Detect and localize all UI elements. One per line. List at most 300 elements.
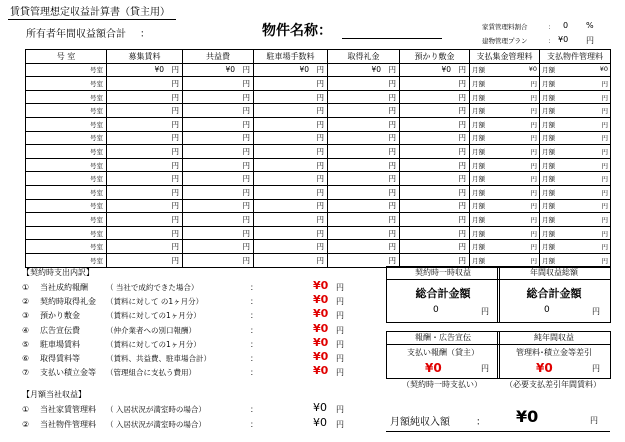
plan-unit: 円 bbox=[586, 36, 594, 45]
table-cell[interactable]: 円 bbox=[400, 253, 470, 267]
table-cell[interactable]: 号室 bbox=[26, 240, 107, 254]
item-note: （賃料に対して の1ヶ月分） bbox=[106, 297, 204, 307]
mgmt-unit: 円 bbox=[592, 364, 600, 373]
monthly-amount: 円 bbox=[601, 107, 608, 116]
table-row bbox=[26, 158, 611, 172]
monthly-label: 月額 bbox=[472, 202, 485, 211]
table-cell[interactable] bbox=[470, 145, 540, 159]
table-cell[interactable]: 号室 bbox=[26, 172, 107, 186]
item-note: （賃料、共益費、駐車場合計） bbox=[106, 354, 211, 363]
reward-box bbox=[386, 331, 500, 379]
property-label: 物件名称： bbox=[262, 23, 332, 39]
table-cell[interactable]: 円 bbox=[183, 131, 254, 145]
table-cell[interactable]: 号室 bbox=[26, 226, 107, 240]
monthly-label: 月額 bbox=[542, 215, 555, 224]
item-label: 当社物件管理料 bbox=[40, 419, 96, 429]
monthly-label: 月額 bbox=[472, 107, 485, 116]
item-label: 駐車場賃料 bbox=[40, 339, 80, 349]
plan-value: ¥0 bbox=[558, 35, 569, 44]
item-number: ② bbox=[22, 419, 30, 429]
item-colon: ： bbox=[250, 339, 258, 349]
item-amount: ¥0 bbox=[313, 335, 329, 349]
item-number: ⑦ bbox=[22, 368, 30, 378]
table-cell[interactable]: 号室 bbox=[26, 90, 107, 104]
table-cell[interactable]: 円 bbox=[254, 145, 328, 159]
item-number: ② bbox=[22, 297, 30, 307]
item-amount: ¥0 bbox=[313, 307, 329, 321]
monthly-amount: 円 bbox=[530, 107, 537, 116]
item-colon: ： bbox=[250, 325, 258, 335]
table-cell[interactable]: 円 bbox=[400, 185, 470, 199]
table-row bbox=[26, 185, 611, 199]
table-cell[interactable]: 円 bbox=[254, 131, 328, 145]
owner-label: 所有者年間収益額合計 bbox=[26, 29, 126, 40]
item-label: 広告宣伝費 bbox=[40, 325, 80, 335]
item-colon: ： bbox=[250, 311, 258, 321]
mgmt-diff-label: 管理料･積立金等差引 bbox=[516, 348, 592, 357]
monthly-amount: 円 bbox=[530, 243, 537, 252]
col-header: 支払集金管理料 bbox=[470, 50, 540, 64]
line-item bbox=[22, 339, 201, 350]
line-item bbox=[22, 367, 196, 378]
table-cell[interactable]: 円 bbox=[183, 90, 254, 104]
table-cell[interactable]: ¥0 円 bbox=[107, 63, 183, 77]
line-item bbox=[22, 325, 196, 336]
total-a-value: 0 bbox=[433, 305, 439, 315]
table-cell[interactable]: 号室 bbox=[26, 199, 107, 213]
table-cell[interactable]: 円 bbox=[107, 158, 183, 172]
table-row bbox=[26, 226, 611, 240]
table-cell[interactable] bbox=[470, 213, 540, 227]
item-unit: 円 bbox=[336, 354, 344, 363]
item-colon: ： bbox=[250, 297, 258, 307]
monthly-amount: 円 bbox=[601, 79, 608, 88]
col-header: 募集賃料 bbox=[107, 50, 183, 64]
payout-label: 支払い報酬（貸主） bbox=[407, 348, 479, 357]
item-number: ③ bbox=[22, 311, 30, 321]
item-amount: ¥0 bbox=[313, 415, 327, 429]
net-annual-header: 純年間収益 bbox=[498, 332, 610, 345]
monthly-amount: 円 bbox=[530, 134, 537, 143]
table-cell[interactable]: 円 bbox=[183, 199, 254, 213]
table-cell[interactable]: 円 bbox=[107, 240, 183, 254]
payout-unit: 円 bbox=[481, 364, 489, 373]
monthly-amount: 円 bbox=[530, 120, 537, 129]
table-cell[interactable]: 円 bbox=[328, 145, 400, 159]
note-b: （必要支払差引年間賃料） bbox=[505, 380, 601, 389]
monthly-label: 月額 bbox=[472, 243, 485, 252]
table-cell[interactable]: 円 bbox=[254, 172, 328, 186]
table-cell[interactable]: 円 bbox=[107, 253, 183, 267]
line-item bbox=[22, 282, 198, 293]
monthly-label: 月額 bbox=[542, 161, 555, 170]
item-label: 契約時取得礼金 bbox=[40, 297, 96, 307]
table-cell[interactable]: 円 bbox=[254, 199, 328, 213]
monthly-label: 月額 bbox=[472, 229, 485, 238]
monthly-amount: 円 bbox=[601, 256, 608, 265]
monthly-net-value: ¥0 bbox=[516, 407, 539, 426]
net-annual-box bbox=[497, 331, 611, 379]
table-row bbox=[26, 240, 611, 254]
table-cell[interactable]: 円 bbox=[328, 226, 400, 240]
monthly-amount: 円 bbox=[601, 215, 608, 224]
table-cell[interactable]: 円 bbox=[400, 131, 470, 145]
item-amount: ¥0 bbox=[313, 350, 329, 363]
monthly-label: 月額 bbox=[472, 134, 485, 143]
table-cell[interactable]: ¥0 円 bbox=[254, 63, 328, 77]
table-cell[interactable] bbox=[470, 158, 540, 172]
table-cell[interactable] bbox=[540, 240, 611, 254]
table-cell[interactable] bbox=[540, 131, 611, 145]
monthly-amount: 円 bbox=[601, 243, 608, 252]
table-cell[interactable]: 号室 bbox=[26, 253, 107, 267]
table-cell[interactable]: 円 bbox=[328, 104, 400, 118]
table-cell[interactable]: 号室 bbox=[26, 158, 107, 172]
monthly-label: 月額 bbox=[542, 256, 555, 265]
monthly-label: 月額 bbox=[472, 188, 485, 197]
table-cell[interactable]: 円 bbox=[254, 90, 328, 104]
table-cell[interactable]: 円 bbox=[254, 226, 328, 240]
table-cell[interactable]: 円 bbox=[328, 172, 400, 186]
table-cell[interactable]: 円 bbox=[107, 185, 183, 199]
item-note: （管理組合に支払う費用） bbox=[106, 368, 196, 378]
contract-section-title: 【契約時支出内訳】 bbox=[22, 268, 94, 277]
item-unit: 円 bbox=[336, 311, 344, 321]
item-number: ⑥ bbox=[22, 354, 30, 363]
monthly-amount: 円 bbox=[530, 147, 537, 156]
item-amount: ¥0 bbox=[313, 401, 327, 414]
mgmt-value: ¥0 bbox=[536, 361, 553, 375]
table-cell[interactable] bbox=[540, 104, 611, 118]
monthly-amount: 円 bbox=[530, 229, 537, 238]
table-cell[interactable]: 円 bbox=[328, 90, 400, 104]
table-cell[interactable]: 円 bbox=[400, 104, 470, 118]
table-cell[interactable] bbox=[470, 226, 540, 240]
table-cell[interactable]: 円 bbox=[328, 131, 400, 145]
monthly-label: 月額 bbox=[542, 93, 555, 102]
monthly-amount: 円 bbox=[530, 256, 537, 265]
table-cell[interactable] bbox=[540, 145, 611, 159]
item-label: 預かり敷金 bbox=[40, 311, 80, 321]
table-cell[interactable] bbox=[470, 199, 540, 213]
reward-header: 報酬・広告宣伝 bbox=[387, 332, 499, 345]
table-row bbox=[26, 90, 611, 104]
fee-ratio bbox=[482, 21, 594, 31]
line-item bbox=[22, 404, 206, 415]
monthly-amount: 円 bbox=[530, 175, 537, 184]
item-number: ① bbox=[22, 405, 30, 414]
note-a: （契約時一時支払い） bbox=[402, 380, 482, 389]
table-cell[interactable] bbox=[540, 199, 611, 213]
table-cell[interactable]: 円 bbox=[400, 158, 470, 172]
item-unit: 円 bbox=[336, 339, 344, 349]
table-cell[interactable]: 円 bbox=[107, 131, 183, 145]
contract-income-header: 契約時一時収益 bbox=[387, 267, 499, 280]
property-name-underline bbox=[342, 38, 442, 39]
item-amount: ¥0 bbox=[313, 293, 329, 307]
table-cell[interactable]: 円 bbox=[254, 104, 328, 118]
table-cell[interactable] bbox=[470, 185, 540, 199]
table-cell[interactable]: 円 bbox=[400, 213, 470, 227]
plan-label: 建物管理プラン bbox=[482, 37, 528, 45]
table-cell[interactable] bbox=[540, 63, 611, 77]
table-cell[interactable]: 号室 bbox=[26, 117, 107, 131]
table-header-row bbox=[26, 50, 611, 64]
table-cell[interactable] bbox=[540, 158, 611, 172]
table-row bbox=[26, 117, 611, 131]
item-unit: 円 bbox=[336, 368, 344, 378]
table-cell[interactable]: 円 bbox=[328, 213, 400, 227]
table-row bbox=[26, 77, 611, 91]
table-cell[interactable]: 円 bbox=[107, 117, 183, 131]
item-label: 支払い積立金等 bbox=[40, 368, 96, 378]
monthly-amount: 円 bbox=[530, 93, 537, 102]
table-cell[interactable]: 円 bbox=[107, 77, 183, 91]
monthly-amount: 円 bbox=[530, 202, 537, 211]
table-cell[interactable]: 円 bbox=[400, 117, 470, 131]
table-row bbox=[26, 104, 611, 118]
monthly-amount: 円 bbox=[601, 134, 608, 143]
table-cell[interactable]: ¥0 円 bbox=[328, 63, 400, 77]
monthly-net-colon: ： bbox=[476, 417, 486, 428]
table-cell[interactable]: 円 bbox=[254, 117, 328, 131]
fee-ratio-unit: % bbox=[586, 21, 594, 30]
monthly-label: 月額 bbox=[542, 175, 555, 184]
table-cell[interactable]: 円 bbox=[183, 117, 254, 131]
table-cell[interactable]: 円 bbox=[107, 199, 183, 213]
table-cell[interactable] bbox=[470, 63, 540, 77]
table-cell[interactable]: 円 bbox=[328, 253, 400, 267]
item-amount: ¥0 bbox=[313, 279, 329, 292]
table-cell[interactable]: 円 bbox=[400, 90, 470, 104]
monthly-amount: 円 bbox=[530, 79, 537, 88]
item-note: （ 当社で成約できた場合） bbox=[106, 283, 199, 292]
table-cell[interactable]: 円 bbox=[183, 172, 254, 186]
fee-ratio-value: 0 bbox=[563, 21, 569, 30]
table-cell[interactable] bbox=[540, 253, 611, 267]
monthly-net-row bbox=[386, 405, 610, 432]
monthly-amount: 円 bbox=[601, 120, 608, 129]
line-item bbox=[22, 419, 206, 430]
table-cell[interactable]: 円 bbox=[183, 104, 254, 118]
owner-colon: ： bbox=[140, 29, 150, 40]
table-cell[interactable]: 号室 bbox=[26, 145, 107, 159]
monthly-amount: ¥0 bbox=[599, 65, 608, 74]
table-row bbox=[26, 63, 611, 77]
table-cell[interactable] bbox=[540, 117, 611, 131]
table-cell[interactable] bbox=[470, 117, 540, 131]
table-cell[interactable]: 円 bbox=[183, 226, 254, 240]
col-header: 預かり敷金 bbox=[400, 50, 470, 64]
table-cell[interactable]: 号室 bbox=[26, 131, 107, 145]
annual-total-header: 年間収益総額 bbox=[498, 267, 610, 280]
fee-ratio-label: 家賃管理料割合 bbox=[482, 23, 528, 31]
table-row bbox=[26, 131, 611, 145]
table-cell[interactable]: 円 bbox=[400, 172, 470, 186]
item-note: （賃料に対しての1ヶ月分） bbox=[106, 311, 201, 321]
table-cell[interactable]: 円 bbox=[183, 213, 254, 227]
line-item bbox=[22, 310, 201, 321]
table-cell[interactable]: 円 bbox=[107, 145, 183, 159]
monthly-amount: 円 bbox=[601, 202, 608, 211]
table-cell[interactable] bbox=[540, 226, 611, 240]
table-cell[interactable]: 円 bbox=[254, 77, 328, 91]
item-unit: 円 bbox=[336, 283, 344, 292]
monthly-amount: 円 bbox=[601, 161, 608, 170]
item-amount: ¥0 bbox=[313, 321, 329, 335]
table-cell[interactable] bbox=[470, 172, 540, 186]
table-cell[interactable]: 円 bbox=[107, 90, 183, 104]
monthly-label: 月額 bbox=[472, 120, 485, 129]
monthly-label: 月額 bbox=[472, 79, 485, 88]
monthly-amount: 円 bbox=[601, 175, 608, 184]
table-cell[interactable] bbox=[470, 240, 540, 254]
table-cell[interactable]: ¥0 円 bbox=[400, 63, 470, 77]
table-cell[interactable]: 号室 bbox=[26, 104, 107, 118]
table-cell[interactable]: 円 bbox=[400, 199, 470, 213]
monthly-label: 月額 bbox=[472, 66, 485, 75]
table-cell[interactable] bbox=[470, 253, 540, 267]
table-cell[interactable] bbox=[470, 131, 540, 145]
monthly-amount: 円 bbox=[601, 93, 608, 102]
fee-ratio-colon: ： bbox=[548, 23, 555, 31]
monthly-label: 月額 bbox=[472, 175, 485, 184]
monthly-amount: ¥0 bbox=[528, 65, 537, 74]
col-header: 駐車場手数料 bbox=[254, 50, 328, 64]
table-cell[interactable]: 円 bbox=[183, 240, 254, 254]
item-unit: 円 bbox=[336, 325, 344, 335]
item-label: 当社成約報酬 bbox=[40, 283, 88, 292]
line-item bbox=[22, 353, 211, 364]
monthly-amount: 円 bbox=[530, 161, 537, 170]
table-cell[interactable]: 円 bbox=[400, 240, 470, 254]
table-cell[interactable]: 号室 bbox=[26, 77, 107, 91]
monthly-section-title: 【月額当社収益】 bbox=[22, 390, 86, 399]
table-cell[interactable] bbox=[470, 104, 540, 118]
item-colon: ： bbox=[250, 283, 258, 292]
monthly-amount: 円 bbox=[601, 188, 608, 197]
monthly-label: 月額 bbox=[472, 147, 485, 156]
table-row bbox=[26, 172, 611, 186]
table-row bbox=[26, 213, 611, 227]
monthly-label: 月額 bbox=[472, 93, 485, 102]
monthly-net-unit: 円 bbox=[590, 416, 598, 425]
table-cell[interactable]: 号室 bbox=[26, 63, 107, 77]
table-cell[interactable]: 円 bbox=[328, 117, 400, 131]
item-note: （賃料に対しての1ヶ月分） bbox=[106, 339, 201, 349]
line-item bbox=[22, 296, 203, 307]
total-a-unit: 円 bbox=[481, 307, 489, 316]
total-b-value: 0 bbox=[544, 305, 550, 315]
table-cell[interactable] bbox=[540, 172, 611, 186]
table-cell[interactable]: 号室 bbox=[26, 185, 107, 199]
table-cell[interactable]: 円 bbox=[328, 185, 400, 199]
total-label-b: 総合計金額 bbox=[526, 287, 582, 300]
table-cell[interactable]: 円 bbox=[254, 253, 328, 267]
item-number: ⑤ bbox=[22, 339, 30, 349]
item-colon: ： bbox=[250, 405, 258, 414]
table-cell[interactable]: 円 bbox=[400, 145, 470, 159]
payout-value: ¥0 bbox=[425, 361, 442, 375]
table-cell[interactable]: ¥0 円 bbox=[183, 63, 254, 77]
monthly-label: 月額 bbox=[542, 120, 555, 129]
table-cell[interactable]: 円 bbox=[183, 253, 254, 267]
table-cell[interactable]: 円 bbox=[107, 226, 183, 240]
monthly-label: 月額 bbox=[472, 215, 485, 224]
monthly-label: 月額 bbox=[542, 147, 555, 156]
item-note: （ 入居状況が満室時の場合） bbox=[106, 405, 206, 414]
table-cell[interactable]: 号室 bbox=[26, 213, 107, 227]
table-cell[interactable]: 円 bbox=[183, 145, 254, 159]
table-cell[interactable]: 円 bbox=[254, 185, 328, 199]
monthly-net-label: 月額純収入額 bbox=[390, 417, 450, 428]
table-cell[interactable]: 円 bbox=[254, 158, 328, 172]
table-cell[interactable]: 円 bbox=[328, 199, 400, 213]
item-label: 当社家賃管理料 bbox=[40, 405, 96, 414]
monthly-amount: 円 bbox=[601, 147, 608, 156]
table-cell[interactable]: 円 bbox=[400, 226, 470, 240]
monthly-label: 月額 bbox=[542, 243, 555, 252]
item-amount: ¥0 bbox=[313, 364, 329, 378]
table-row bbox=[26, 199, 611, 213]
total-label-a: 総合計金額 bbox=[415, 287, 471, 300]
table-cell[interactable]: 円 bbox=[328, 158, 400, 172]
monthly-label: 月額 bbox=[542, 188, 555, 197]
monthly-amount: 円 bbox=[530, 215, 537, 224]
table-cell[interactable] bbox=[470, 77, 540, 91]
document-title: 賃貸管理想定収益計算書（貸主用） bbox=[8, 3, 176, 20]
monthly-label: 月額 bbox=[542, 107, 555, 116]
owner-annual-total bbox=[26, 25, 150, 40]
table-cell[interactable] bbox=[540, 90, 611, 104]
table-cell[interactable]: 円 bbox=[328, 240, 400, 254]
table-cell[interactable] bbox=[540, 185, 611, 199]
monthly-label: 月額 bbox=[472, 161, 485, 170]
monthly-label: 月額 bbox=[542, 202, 555, 211]
monthly-label: 月額 bbox=[542, 79, 555, 88]
monthly-label: 月額 bbox=[542, 134, 555, 143]
total-b-unit: 円 bbox=[592, 307, 600, 316]
table-row bbox=[26, 253, 611, 267]
table-cell[interactable] bbox=[470, 90, 540, 104]
table-cell[interactable] bbox=[540, 213, 611, 227]
table-cell[interactable] bbox=[540, 77, 611, 91]
table-cell[interactable]: 円 bbox=[400, 77, 470, 91]
table-cell[interactable]: 円 bbox=[107, 172, 183, 186]
table-cell[interactable]: 円 bbox=[183, 77, 254, 91]
table-cell[interactable]: 円 bbox=[328, 77, 400, 91]
item-unit: 円 bbox=[336, 297, 344, 307]
item-unit: 円 bbox=[336, 405, 344, 414]
table-cell[interactable]: 円 bbox=[183, 158, 254, 172]
item-label: 取得賃料等 bbox=[40, 354, 80, 363]
table-cell[interactable]: 円 bbox=[107, 104, 183, 118]
monthly-label: 月額 bbox=[542, 66, 555, 75]
monthly-label: 月額 bbox=[472, 256, 485, 265]
item-colon: ： bbox=[250, 419, 258, 429]
item-number: ④ bbox=[22, 325, 30, 335]
col-header: 支払物件管理料 bbox=[540, 50, 611, 64]
item-number: ① bbox=[22, 283, 30, 292]
table-cell[interactable]: 円 bbox=[254, 240, 328, 254]
table-cell[interactable]: 円 bbox=[183, 185, 254, 199]
monthly-label: 月額 bbox=[542, 229, 555, 238]
building-plan bbox=[482, 35, 594, 45]
item-unit: 円 bbox=[336, 419, 344, 429]
table-cell[interactable]: 円 bbox=[107, 213, 183, 227]
item-note: （ 入居状況が満室時の場合） bbox=[106, 419, 206, 429]
table-cell[interactable]: 円 bbox=[254, 213, 328, 227]
